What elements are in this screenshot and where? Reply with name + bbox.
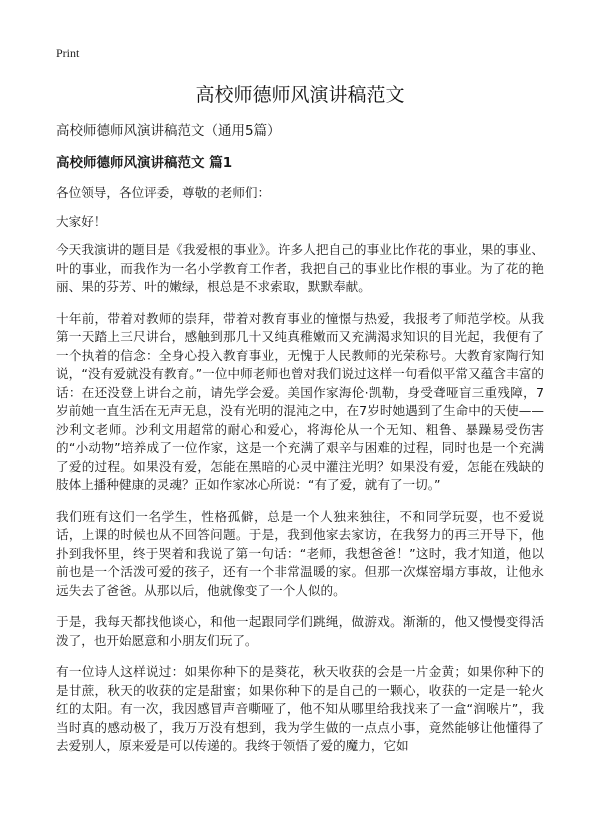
paragraph-greeting: 各位领导，各位评委，尊敬的老师们： xyxy=(56,185,271,200)
paragraph: 于是，我每天都找他谈心，和他一起跟同学们跳绳，做游戏。渐渐的，他又慢慢变得活泼了，也开始愿意和小朋友们玩了。 xyxy=(56,614,544,648)
document-body xyxy=(56,120,544,769)
paragraph: 有一位诗人这样说过：如果你种下的是葵花，秋天收获的会是一片金黄；如果你种下的是甘蔗，秋天的收获的定是甜蜜；如果你种下的是自己的一颗心，收获的一定是一轮火红的太阳。有一次，我因感冒声音嘶哑了，他不知从哪里给我找来了一盒“润喉片”，我当时真的感动极了，我万万没有想到，我为学生做的一点点小事，竟然能够让他懂得了去爱别人，原来爱是可以传递的。我终于领悟了爱的魔力，它如 xyxy=(56,664,544,753)
paragraph: 我们班有这们一名学生，性格孤僻，总是一个人独来独往，不和同学玩耍，也不爱说话，上课的时候也从不回答问题。于是，我到他家去家访，在我努力的再三开导下，他扑到我怀里，终于哭着和我说了第一句话：“老师，我想爸爸！”这时，我才知道，他以前也是一个活泼可爱的孩子，还有一个非常温暖的家。但那一次煤窑塌方事故，让他永远失去了爸爸。从那以后，他就像变了一个人似的。 xyxy=(56,508,544,598)
paragraph-hello: 大家好！ xyxy=(56,213,107,229)
document-subtitle: 高校师德师风演讲稿范文（通用5篇） xyxy=(56,123,281,139)
paragraph: 十年前，带着对教师的崇拜，带着对教育事业的憧憬与热爱，我报考了师范学校。从我第一天踏上三尺讲台，感触到那几十又纯真稚嫩而又充满渴求知识的目光起，我便有了一个执着的信念：全身心投入教育事业，无愧于人民教师的光荣称号。大教育家陶行知说，“没有爱就没有教育。”一位中师老师也曾对我们说过这样一句看似平常又蕴含丰富的话：在还没登上讲台之前，请先学会爱。美国作家海伦·凯勒，身受聋哑盲三重残障，7岁前她一直生活在无声无息，没有光明的混沌之中，在7岁时她遇到了生命中的天使——沙利文老师。沙利文用超常的耐心和爱心，将海伦从一个无知、粗鲁、暴躁易受伤害的“小动物”培养成了一位作家，这是一个充满了艰辛与困难的过程，同时也是一个充满了爱的过程。如果没有爱，怎能在黑暗的心灵中灌注光明？如果没有爱，怎能在残缺的肢体上播种健康的灵魂？正如作家冰心所说：“有了爱，就有了一切。” xyxy=(56,310,544,492)
section-heading: 高校师德师风演讲稿范文 篇1 xyxy=(56,155,233,171)
page-title: 高校师德师风演讲稿范文 xyxy=(195,84,405,106)
paragraph: 今天我演讲的题目是《我爱根的事业》。许多人把自己的事业比作花的事业，果的事业、叶的事业，而我作为一名小学教育工作者，我把自己的事业比作根的事业。为了花的艳丽、果的芬芳、叶的嫩绿，根总是不求索取，默默奉献。 xyxy=(56,242,544,294)
print-label[interactable]: Print xyxy=(56,46,80,60)
